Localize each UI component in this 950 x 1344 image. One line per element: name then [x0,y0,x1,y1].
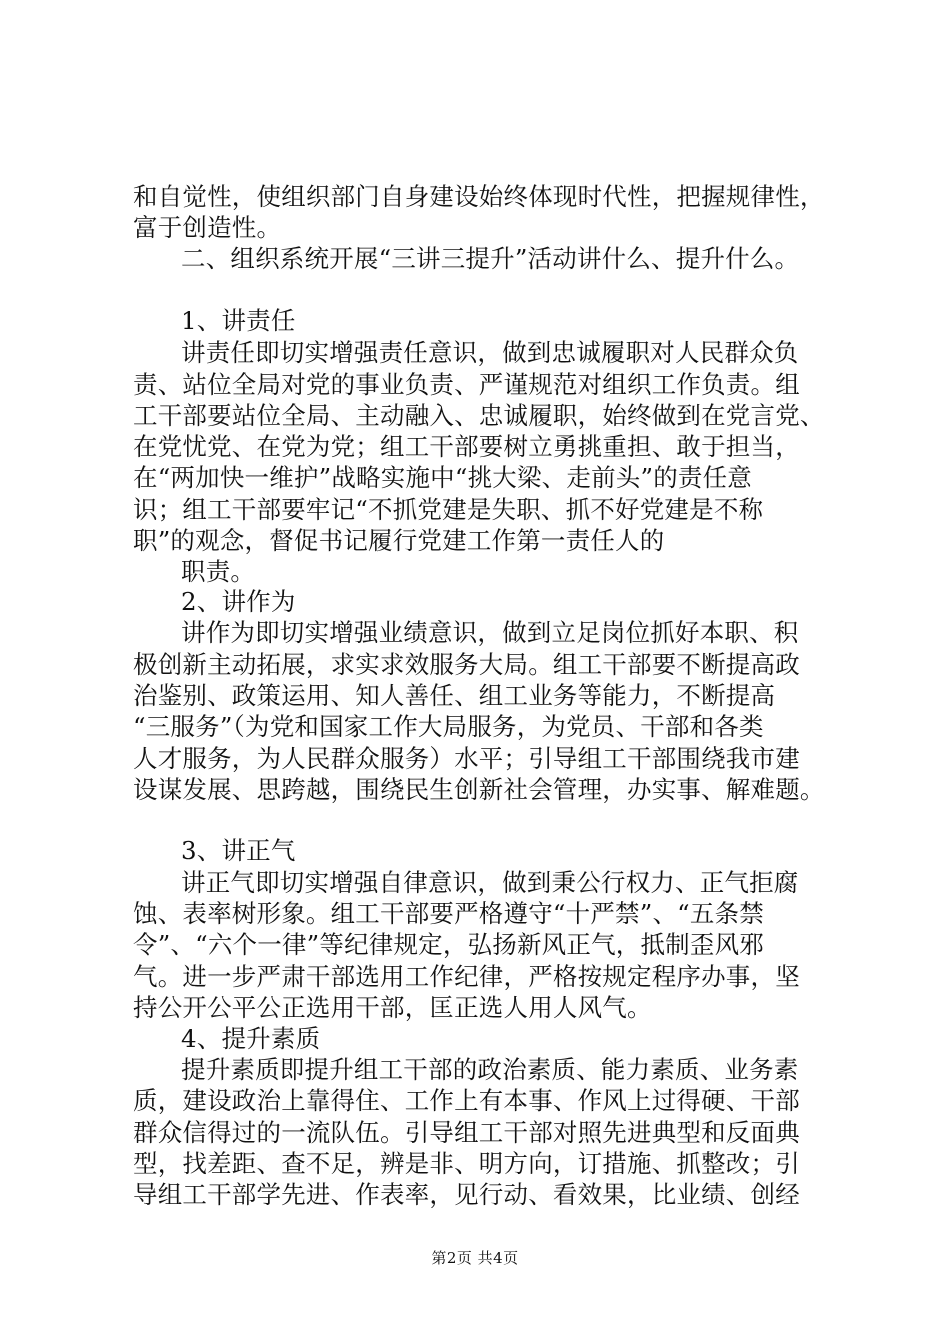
text-line: 令”、“六个一律”等纪律规定，弘扬新风正气，抵制歪风邪 [133,930,764,959]
text-line: 职”的观念，督促书记履行党建工作第一责任人的 [133,526,665,555]
text-line: 治鉴别、政策运用、知人善任、组工业务等能力，不断提高 [133,681,776,710]
text-line: 提升素质即提升组工干部的政治素质、能力素质、业务素 [181,1055,799,1084]
text-line: 识；组工干部要牢记“不抓党建是失职、抓不好党建是不称 [133,495,764,524]
text-line: 人才服务，为人民群众服务）水平；引导组工干部围绕我市建 [133,744,800,773]
subsection-heading: 3、讲正气 [181,836,296,865]
text-line: 富于创造性。 [133,213,282,242]
text-line: 极创新主动拓展，求实求效服务大局。组工干部要不断提高政 [133,650,800,679]
text-line: 群众信得过的一流队伍。引导组工干部对照先进典型和反面典 [133,1118,800,1147]
text-line: 导组工干部学先进、作表率，见行动、看效果，比业绩、创经 [133,1180,800,1209]
text-line: 在党忧党、在党为党；组工干部要树立勇挑重担、敢于担当， [133,432,800,461]
text-line: 型，找差距、查不足，辨是非、明方向，订措施、抓整改；引 [133,1149,800,1178]
subsection-heading: 1、讲责任 [181,306,296,335]
text-line: 讲责任即切实增强责任意识，做到忠诚履职对人民群众负 [181,338,799,367]
subsection-heading: 4、提升素质 [181,1024,321,1053]
text-line: 和自觉性，使组织部门自身建设始终体现时代性，把握规律性， [133,182,825,211]
text-line: 责、站位全局对党的事业负责、严谨规范对组织工作负责。组 [133,370,800,399]
subsection-heading: 2、讲作为 [181,587,296,616]
text-line: 讲作为即切实增强业绩意识，做到立足岗位抓好本职、积 [181,618,799,647]
text-line: 持公开公平公正选用干部，匡正选人用人风气。 [133,993,652,1022]
text-line: 职责。 [181,557,256,586]
text-line: 蚀、表率树形象。组工干部要严格遵守“十严禁”、“五条禁 [133,899,764,928]
text-line: 气。进一步严肃干部选用工作纪律，严格按规定程序办事，坚 [133,962,800,991]
page-number: 第2页 共4页 [431,1249,519,1267]
text-line: 在“两加快一维护”战略实施中“挑大梁、走前头”的责任意 [133,463,752,492]
text-line: 工干部要站位全局、主动融入、忠诚履职，始终做到在党言党、 [133,401,825,430]
section-heading: 二、组织系统开展“三讲三提升”活动讲什么、提升什么。 [181,244,800,273]
text-line: 讲正气即切实增强自律意识，做到秉公行权力、正气拒腐 [181,868,799,897]
text-line: 设谋发展、思跨越，围绕民生创新社会管理，办实事、解难题。 [133,775,825,804]
text-line: 质，建设政治上靠得住、工作上有本事、作风上过得硬、干部 [133,1086,800,1115]
text-line: “三服务”（为党和国家工作大局服务，为党员、干部和各类 [133,712,764,741]
